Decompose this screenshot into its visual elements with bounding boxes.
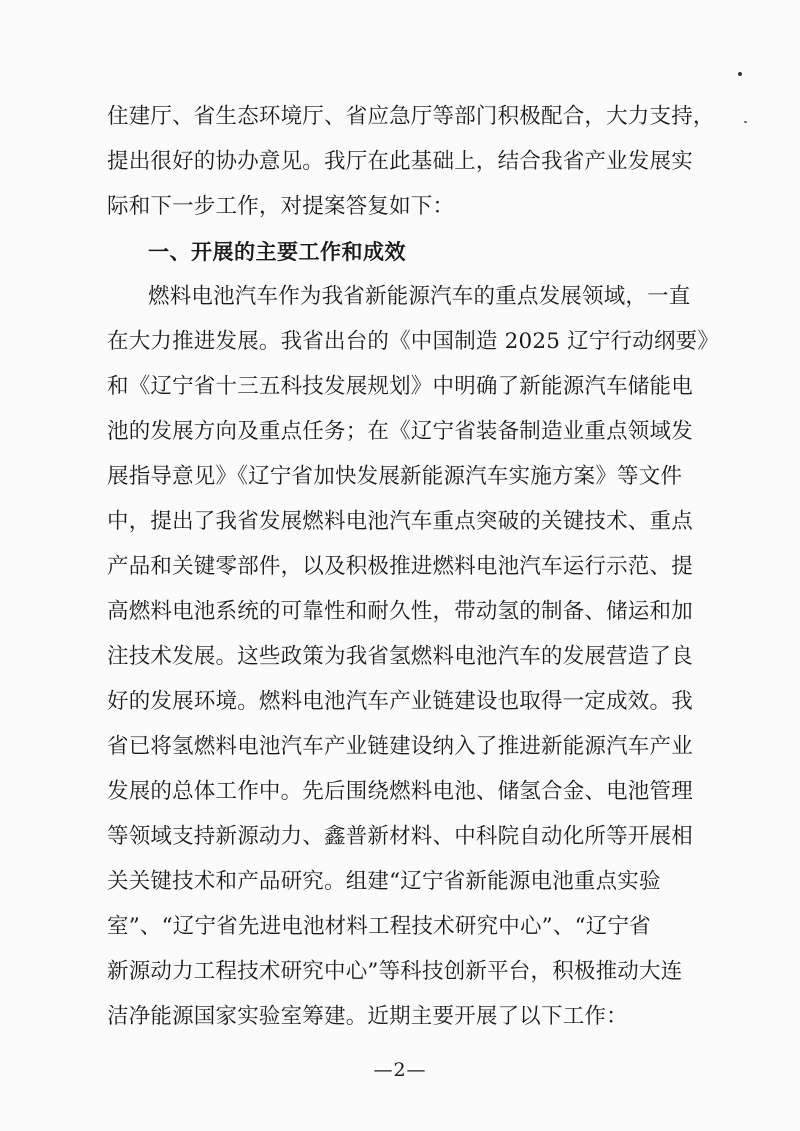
text-line: 高燃料电池系统的可靠性和耐久性，带动氢的制备、储运和加 — [107, 599, 693, 624]
text-line: 省已将氢燃料电池汽车产业链建设纳入了推进新能源汽车产业 — [107, 734, 693, 759]
scan-speck — [738, 72, 742, 76]
text-line: 展指导意见》《辽宁省加快发展新能源汽车实施方案》等文件 — [107, 464, 683, 489]
text-line: 洁净能源国家实验室筹建。近期主要开展了以下工作： — [107, 1004, 628, 1029]
text-line: 好的发展环境。燃料电池汽车产业链建设也取得一定成效。我 — [107, 689, 693, 714]
text-line: 住建厅、省生态环境厅、省应急厅等部门积极配合，大力支持， — [107, 104, 715, 129]
text-line: 产品和关键零部件，以及积极推进燃料电池汽车运行示范、提 — [107, 554, 693, 579]
text-line: 注技术发展。这些政策为我省氢燃料电池汽车的发展营造了良 — [107, 644, 693, 669]
text-line: 新源动力工程技术研究中心”等科技创新平台，积极推动大连 — [107, 959, 683, 984]
scan-speck — [744, 121, 747, 123]
text-line: 池的发展方向及重点任务；在《辽宁省装备制造业重点领域发 — [107, 419, 693, 444]
text-line: 室”、“辽宁省先进电池材料工程技术研究中心”、“辽宁省 — [107, 914, 651, 939]
paragraph-first-line: 燃料电池汽车作为我省新能源汽车的重点发展领域，一直 — [148, 284, 691, 309]
text-line: 在大力推进发展。我省出台的《中国制造 2025 辽宁行动纲要》 — [107, 329, 720, 354]
text-line: 际和下一步工作，对提案答复如下： — [107, 194, 455, 219]
page-number: —2— — [373, 1059, 427, 1081]
section-heading: 一、开展的主要工作和成效 — [148, 240, 406, 264]
text-line: 中，提出了我省发展燃料电池汽车重点突破的关键技术、重点 — [107, 509, 693, 534]
text-line: 和《辽宁省十三五科技发展规划》中明确了新能源汽车储能电 — [107, 374, 693, 399]
text-line: 发展的总体工作中。先后围绕燃料电池、储氢合金、电池管理 — [107, 779, 693, 804]
text-line: 等领域支持新源动力、鑫普新材料、中科院自动化所等开展相 — [107, 824, 693, 849]
text-line: 关关键技术和产品研究。组建“辽宁省新能源电池重点实验 — [107, 869, 661, 894]
text-line: 提出很好的协办意见。我厅在此基础上，结合我省产业发展实 — [107, 149, 693, 174]
